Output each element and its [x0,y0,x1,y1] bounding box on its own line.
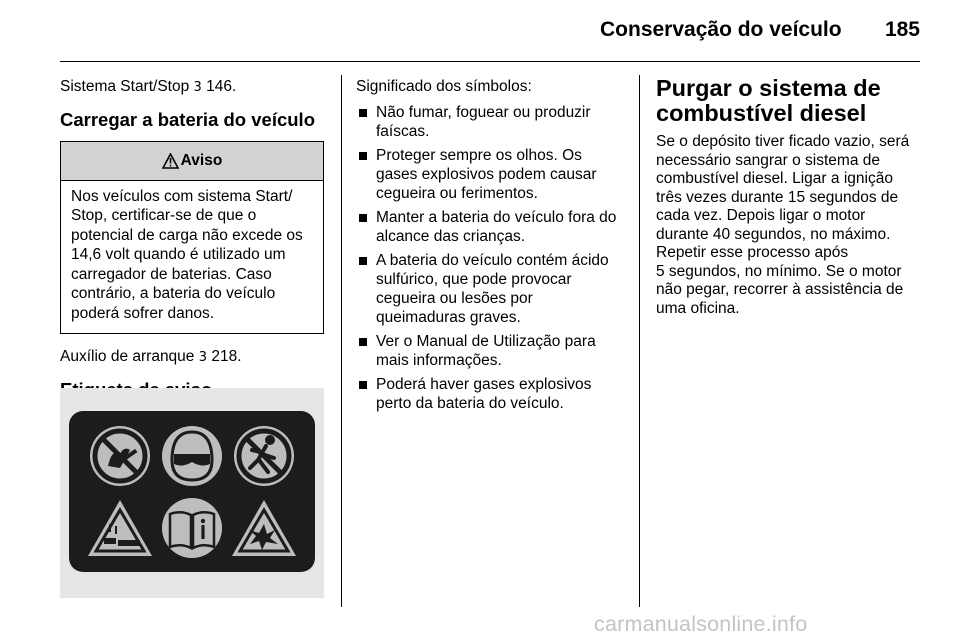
warning-box [60,141,324,335]
list-line: Não fumar, foguear ou produzir [376,103,591,121]
warning-header [61,142,323,181]
ref-start-stop [60,78,324,98]
warning-line: Nos veículos com sistema Start/ [71,187,293,205]
list-item [356,375,626,413]
warning-line: carregador de baterias. Caso [71,265,272,283]
list-line: A bateria do veículo contém ácido [376,251,609,269]
list-item [356,332,626,370]
text-line: 5 segundos, no mínimo. Se o motor [656,262,902,280]
column-divider-1 [341,75,342,607]
list-line: queimaduras graves. [376,308,521,326]
column-3 [656,75,922,318]
list-item [356,208,626,246]
keep-children-away-icon [234,426,294,486]
heading-charge-battery: Carregar a bateria do veículo [60,108,315,130]
warning-line: poderá sofrer danos. [71,304,215,322]
header-rule [60,61,920,62]
bullet-icon [359,152,367,160]
text-line: durante 40 segundos, no máximo. [656,225,891,243]
page-ref-arrow-icon: 3 [193,80,202,95]
ref-start-stop-page: 146. [206,78,237,95]
text-line: Se o depósito tiver ficado vazio, será [656,133,910,150]
ref-jump-start [60,348,324,368]
list-line: Proteger sempre os olhos. Os [376,146,582,164]
manual-book-icon [162,498,222,558]
warning-label-svg [60,388,324,598]
bullet-icon [359,214,367,222]
no-smoking-flame-icon [90,426,150,486]
heading-line: Purgar o sistema de [656,75,881,101]
warning-line: contrário, a bateria do veículo [71,285,276,302]
text-line: três vezes durante 15 segundos de [656,188,899,206]
list-line: Manter a bateria do veículo fora do [376,208,617,226]
list-item [356,251,626,327]
warning-line: potencial de carga não excede os [71,226,303,244]
bullet-icon [359,109,367,117]
warning-line: Stop, certificar-se de que o [71,207,257,224]
list-item [356,146,626,203]
list-line: mais informações. [376,351,502,369]
bullet-icon [359,381,367,389]
list-item [356,103,626,141]
list-line: perto da bateria do veículo. [376,394,564,412]
text-line: combustível diesel. Ligar a ignição [656,170,893,187]
ref-start-stop-text: Sistema Start/Stop [60,78,190,95]
warning-title: Aviso [180,151,223,169]
text-line: Repetir esse processo após [656,244,849,261]
symbol-list [356,103,626,413]
column-1 [60,75,324,401]
list-line: gases explosivos podem causar [376,165,597,183]
list-line: Ver o Manual de Utilização para [376,332,596,350]
column-divider-2 [639,75,640,607]
column-2 [356,75,626,418]
ref-jump-start-page: 218. [211,348,242,365]
watermark: carmanualsonline.info [594,612,808,636]
heading-line: combustível diesel [656,100,867,126]
text-line: não pegar, recorrer à assistência de [656,281,904,298]
eye-protection-icon [162,426,222,486]
list-line: cegueira ou ferimentos. [376,184,538,202]
warning-text [61,181,323,334]
text-line: uma oficina. [656,299,740,317]
purge-diesel-text [656,133,922,318]
heading-purge-diesel [656,76,922,126]
text-line: necessário sangrar o sistema de [656,151,881,169]
bullet-icon [359,257,367,265]
text-line: cada vez. Depois ligar o motor [656,207,866,224]
list-line: Poderá haver gases explosivos [376,375,592,393]
warning-line: 14,6 volt quando é utilizado um [71,246,286,263]
warning-label-image [60,388,324,598]
list-line: sulfúrico, que pode provocar [376,270,572,288]
list-line: cegueira ou lesões por [376,289,533,307]
page-number: 185 [884,18,920,41]
page-ref-arrow-icon: 3 [198,350,208,365]
list-line: alcance das crianças. [376,227,526,245]
symbols-intro: Significado dos símbolos: [356,78,532,95]
header-title: Conservação do veículo [600,18,842,41]
warning-triangle-icon [162,153,179,169]
bullet-icon [359,338,367,346]
ref-jump-start-text: Auxílio de arranque [60,348,195,365]
list-line: faíscas. [376,122,430,140]
